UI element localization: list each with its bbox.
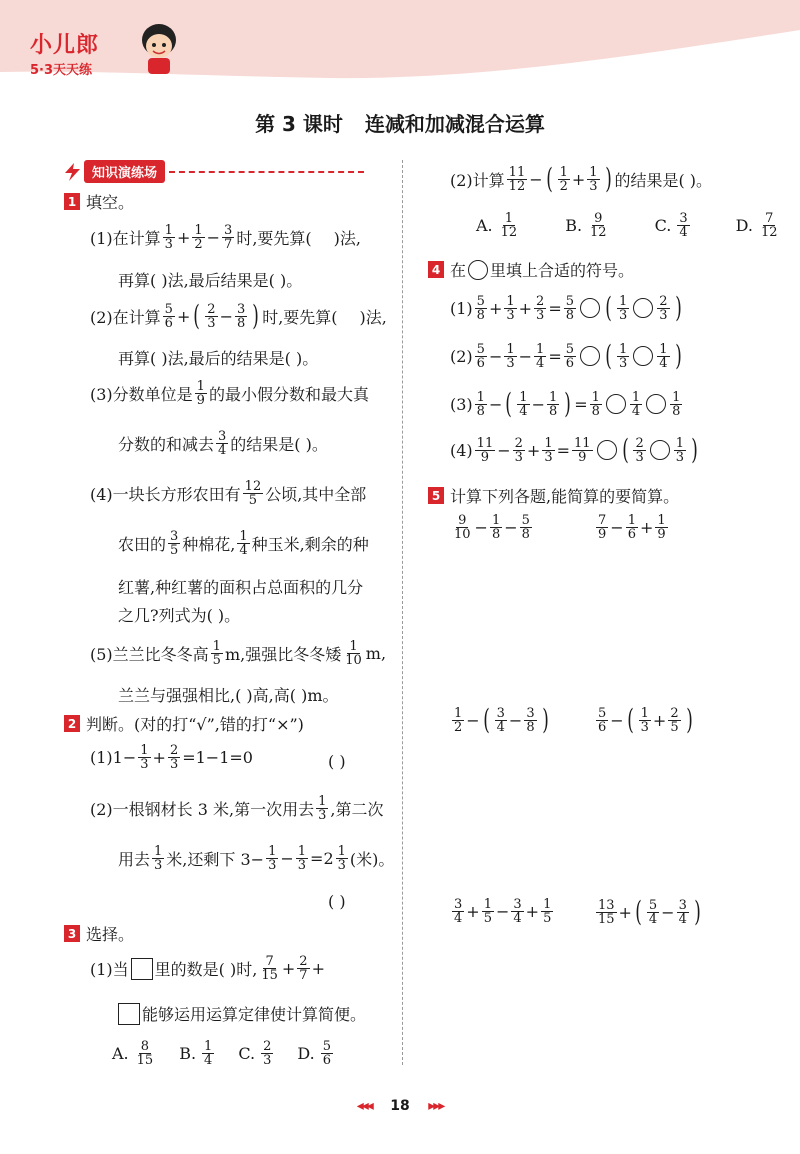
text: 公顷,其中全部 bbox=[265, 485, 367, 504]
fraction: $\frac{1}{4}$ bbox=[659, 341, 668, 371]
fraction: $\frac{1}{12}$ bbox=[500, 211, 518, 240]
section-label bbox=[62, 160, 364, 183]
fraction: $\frac{5}{8}$ bbox=[521, 513, 530, 542]
mascot-icon bbox=[138, 20, 180, 76]
fraction: $\frac{3}{8}$ bbox=[236, 301, 246, 331]
text: (1)当 bbox=[90, 960, 129, 979]
text: 分数的和减去 bbox=[118, 435, 215, 454]
text: =2 bbox=[310, 849, 334, 868]
text: (5)兰兰比冬冬高 bbox=[90, 645, 209, 664]
fraction: $\frac{1}{5}$ bbox=[212, 639, 221, 668]
lesson-number: 第 3 课时 bbox=[255, 112, 343, 136]
fraction: $\frac{3}{4}$ bbox=[679, 211, 688, 240]
fraction: $\frac{7}{12}$ bbox=[760, 211, 778, 240]
fraction: $\frac{5}{8}$ bbox=[565, 293, 575, 323]
q1-p3-line2 bbox=[118, 430, 328, 457]
fraction: $\frac{13}{15}$ bbox=[598, 897, 615, 927]
fraction: $\frac{1}{9}$ bbox=[657, 513, 666, 542]
q3-p1-line1 bbox=[90, 955, 325, 982]
q3-p2-options: A. $\frac{1}{12}$ B. $\frac{9}{12}$ C. $\frac{3}{4}$ D. $\frac{7}{12}$ bbox=[476, 211, 778, 240]
blank-circle bbox=[580, 298, 600, 318]
q1-p4-line4: 之几?列式为( )。 bbox=[118, 606, 241, 625]
fraction: $\frac{1}{2}$ bbox=[559, 164, 568, 194]
fraction: $\frac{5}{6}$ bbox=[164, 301, 173, 331]
text: 能够运用运算定律使计算简便。 bbox=[142, 1005, 367, 1024]
q2-number: 2 bbox=[64, 715, 80, 732]
fraction: $\frac{3}{5}$ bbox=[170, 529, 179, 558]
fraction: $\frac{5}{6}$ bbox=[598, 705, 607, 735]
blank-circle bbox=[650, 440, 670, 460]
section-label-text: 知识演练场 bbox=[84, 160, 165, 183]
text: )法, bbox=[333, 229, 362, 248]
fraction: $\frac{1}{8}$ bbox=[476, 389, 485, 419]
fraction: $\frac{2}{3}$ bbox=[263, 1039, 272, 1068]
fraction: $\frac{1}{3}$ bbox=[506, 293, 515, 323]
fraction: $\frac{5}{4}$ bbox=[648, 897, 658, 927]
q3-title-text: 选择。 bbox=[86, 925, 135, 944]
fraction: $\frac{5}{6}$ bbox=[322, 1039, 331, 1068]
q1-p5-line1 bbox=[90, 640, 386, 667]
blank-circle bbox=[468, 260, 488, 280]
fraction: $\frac{3}{8}$ bbox=[526, 705, 535, 735]
q5-expr-6: $\frac{13}{15}$ + ( $\frac{5}{4}$ − $\frac{3}{4}$ ) bbox=[598, 895, 701, 928]
fraction: $\frac{1}{4}$ bbox=[204, 1039, 213, 1068]
text: + bbox=[311, 959, 325, 978]
text: (米)。 bbox=[349, 850, 395, 869]
fraction: $\frac{1}{3}$ bbox=[164, 223, 173, 252]
q3-p1-options: A. $\frac{8}{15}$ B. $\frac{1}{4}$ C. $\frac{2}{3}$ D. $\frac{5}{6}$ bbox=[112, 1039, 331, 1068]
fraction: $\frac{1}{3}$ bbox=[544, 435, 553, 465]
fraction: $\frac{1}{10}$ bbox=[345, 639, 362, 668]
text: 米,还剩下 3− bbox=[166, 850, 265, 869]
prev-arrows-icon: ◂◂◂ bbox=[356, 1098, 372, 1114]
q4-p4: (4) $\frac{11}{9}$ − $\frac{2}{3}$ + $\frac{1}{3}$ = $\frac{11}{9}$ ( $\frac{2}{3}$ $\frac{1}{3}$ ) bbox=[450, 433, 698, 466]
section-divider bbox=[169, 171, 364, 173]
text: m,强强比冬冬矮 bbox=[224, 645, 342, 664]
q4-p2: (2) $\frac{5}{6}$ − $\frac{1}{3}$ − $\frac{1}{4}$ = $\frac{5}{6}$ ( $\frac{1}{3}$ $\frac{1}{4}$ ) bbox=[450, 339, 682, 372]
header-band bbox=[0, 0, 800, 95]
fraction: $\frac{1}{3}$ bbox=[618, 341, 628, 371]
fraction: $\frac{2}{3}$ bbox=[169, 743, 179, 772]
page-footer bbox=[0, 1098, 800, 1114]
blank-circle bbox=[597, 440, 617, 460]
fraction: $\frac{1}{2}$ bbox=[454, 705, 463, 735]
text: 种棉花, bbox=[182, 535, 236, 554]
q3-title bbox=[64, 922, 134, 945]
fraction: $\frac{1}{6}$ bbox=[627, 513, 636, 542]
blank-circle bbox=[633, 346, 653, 366]
q4-p1: (1) $\frac{5}{8}$ + $\frac{1}{3}$ + $\frac{2}{3}$ = $\frac{5}{8}$ ( $\frac{1}{3}$ $\frac{2}{3}$ ) bbox=[450, 291, 682, 324]
q2-title bbox=[64, 712, 304, 735]
text: (2)一根钢材长 3 米,第一次用去 bbox=[90, 800, 315, 819]
text: − bbox=[529, 169, 543, 189]
text: − bbox=[280, 849, 294, 868]
fraction: $\frac{1}{8}$ bbox=[591, 389, 600, 419]
page-number: 18 bbox=[390, 1098, 410, 1114]
q4-number: 4 bbox=[428, 261, 444, 278]
q1-p4-line1 bbox=[90, 480, 366, 507]
q5-expr-5: $\frac{3}{4}$ + $\frac{1}{5}$ − $\frac{3}{4}$ + $\frac{1}{5}$ bbox=[454, 897, 552, 926]
q1-p4-line2 bbox=[118, 530, 369, 557]
text: 的最小假分数和最大真 bbox=[208, 385, 369, 404]
q5-number: 5 bbox=[428, 487, 444, 504]
text: 时,要先算( bbox=[262, 307, 338, 327]
q1-p2-line2: 再算( )法,最后的结果是( )。 bbox=[118, 349, 319, 368]
q5-title-text: 计算下列各题,能简算的要简算。 bbox=[450, 487, 680, 506]
text: + bbox=[281, 959, 296, 978]
fraction: $\frac{9}{12}$ bbox=[590, 211, 607, 240]
q1-p5-line2: 兰兰与强强相比,( )高,高( )m。 bbox=[118, 686, 339, 705]
fraction: $\frac{11}{12}$ bbox=[508, 164, 526, 194]
fraction: $\frac{1}{5}$ bbox=[543, 897, 552, 926]
q2-p2-line2 bbox=[118, 845, 394, 872]
q2-p1-mark: ( ) bbox=[328, 752, 346, 771]
fraction: $\frac{3}{4}$ bbox=[678, 897, 687, 927]
text: + bbox=[176, 228, 191, 247]
fraction: $\frac{12}{5}$ bbox=[244, 479, 262, 508]
fraction: $\frac{9}{10}$ bbox=[454, 513, 471, 542]
q1-title bbox=[64, 190, 134, 213]
q1-p1-line2: 再算( )法,最后结果是( )。 bbox=[118, 271, 303, 290]
fraction: $\frac{1}{4}$ bbox=[519, 389, 528, 419]
fraction: $\frac{1}{3}$ bbox=[154, 844, 163, 873]
fraction: $\frac{1}{8}$ bbox=[491, 513, 501, 542]
fraction: $\frac{1}{8}$ bbox=[548, 389, 558, 419]
fraction: $\frac{11}{9}$ bbox=[476, 435, 494, 465]
fraction: $\frac{3}{4}$ bbox=[218, 429, 227, 458]
brand-logo bbox=[30, 28, 99, 78]
q5-expr-1: $\frac{9}{10}$ − $\frac{1}{8}$ − $\frac{5}{8}$ bbox=[454, 513, 530, 542]
fraction: $\frac{3}{4}$ bbox=[513, 897, 522, 926]
q5-expr-4: $\frac{5}{6}$ − ( $\frac{1}{3}$ + $\frac{2}{5}$ ) bbox=[598, 703, 693, 736]
text: ,第二次 bbox=[330, 800, 384, 819]
fraction: $\frac{5}{6}$ bbox=[476, 341, 485, 371]
text: (4)一块长方形农田有 bbox=[90, 485, 241, 504]
q2-p2-line1 bbox=[90, 795, 383, 822]
fraction: $\frac{5}{8}$ bbox=[476, 293, 485, 323]
page-title bbox=[0, 108, 800, 137]
blank-circle bbox=[633, 298, 653, 318]
fraction: $\frac{2}{5}$ bbox=[670, 705, 679, 735]
q1-number: 1 bbox=[64, 193, 80, 210]
fraction: $\frac{1}{4}$ bbox=[239, 529, 248, 558]
fraction: $\frac{2}{3}$ bbox=[635, 435, 644, 465]
text: (2)计算 bbox=[450, 170, 505, 190]
text: 农田的 bbox=[118, 535, 167, 554]
q4-title: 4 在 里填上合适的符号。 bbox=[428, 258, 634, 281]
q5-expr-3: $\frac{1}{2}$ − ( $\frac{3}{4}$ − $\frac{3}{8}$ ) bbox=[454, 703, 549, 736]
text: 时,要先算( bbox=[236, 229, 312, 248]
blank-box bbox=[118, 1003, 140, 1025]
text: (2)在计算 bbox=[90, 307, 161, 327]
q3-number: 3 bbox=[64, 925, 80, 942]
q1-title-text: 填空。 bbox=[86, 193, 135, 212]
fraction: $\frac{2}{3}$ bbox=[207, 301, 216, 331]
next-arrows-icon: ▸▸▸ bbox=[428, 1098, 444, 1114]
fraction: $\frac{1}{3}$ bbox=[506, 341, 515, 371]
fraction: $\frac{7}{9}$ bbox=[598, 513, 607, 542]
text: (1)在计算 bbox=[90, 229, 161, 248]
fraction: $\frac{1}{4}$ bbox=[536, 341, 545, 371]
fraction: $\frac{5}{6}$ bbox=[565, 341, 575, 371]
q5-expr-2: $\frac{7}{9}$ − $\frac{1}{6}$ + $\frac{1}{9}$ bbox=[598, 513, 666, 542]
text: 的结果是( )。 bbox=[230, 435, 328, 454]
fraction: $\frac{3}{4}$ bbox=[496, 705, 505, 735]
text: 里的数是( )时, bbox=[154, 960, 258, 979]
fraction: $\frac{1}{3}$ bbox=[140, 743, 149, 772]
text: 种玉米,剩余的种 bbox=[251, 535, 369, 554]
fraction: $\frac{1}{3}$ bbox=[640, 705, 649, 735]
fraction: $\frac{11}{9}$ bbox=[574, 435, 591, 465]
brand-bottom: 5·3天天练 bbox=[30, 63, 93, 78]
blank-circle bbox=[580, 346, 600, 366]
blank-box bbox=[131, 958, 153, 980]
fraction: $\frac{3}{4}$ bbox=[454, 897, 463, 926]
text: 用去 bbox=[118, 850, 151, 869]
fraction: $\frac{1}{5}$ bbox=[483, 897, 492, 926]
q2-p2-mark: ( ) bbox=[328, 892, 346, 911]
fraction: $\frac{7}{15}$ bbox=[261, 954, 278, 983]
text: m, bbox=[365, 644, 387, 663]
text: − bbox=[206, 228, 221, 247]
blank-circle bbox=[646, 394, 666, 414]
lesson-title: 连减和加减混合运算 bbox=[364, 112, 545, 136]
fraction: $\frac{1}{3}$ bbox=[318, 794, 327, 823]
text: 的结果是( )。 bbox=[614, 170, 713, 190]
q1-p4-line3: 红薯,种红薯的面积占总面积的几分 bbox=[118, 578, 364, 597]
fraction: $\frac{1}{3}$ bbox=[268, 844, 277, 873]
fraction: $\frac{2}{3}$ bbox=[514, 435, 523, 465]
fraction: $\frac{1}{4}$ bbox=[631, 389, 641, 419]
q1-p3-line1 bbox=[90, 380, 369, 407]
fraction: $\frac{2}{7}$ bbox=[299, 954, 308, 983]
q2-p1 bbox=[90, 744, 253, 771]
fraction: $\frac{2}{3}$ bbox=[536, 293, 545, 323]
q4-p3: (3) $\frac{1}{8}$ − ( $\frac{1}{4}$ − $\frac{1}{8}$ ) = $\frac{1}{8}$ $\frac{1}{4}$ $\frac{1}{8}$ bbox=[450, 387, 681, 420]
text: + bbox=[571, 169, 586, 189]
q3-p1-line2 bbox=[116, 1002, 366, 1025]
q1-p2-line1: (2)在计算 $\frac{5}{6}$ + ( $\frac{2}{3}$ − $\frac{3}{8}$ ) 时,要先算( )法, bbox=[90, 299, 387, 332]
fraction: $\frac{1}{3}$ bbox=[337, 844, 346, 873]
lightning-icon bbox=[62, 162, 84, 182]
blank-circle bbox=[606, 394, 626, 414]
q1-p1-line1 bbox=[90, 224, 361, 251]
text: )法, bbox=[359, 307, 387, 327]
fraction: $\frac{8}{15}$ bbox=[136, 1039, 154, 1068]
text: + bbox=[152, 748, 166, 767]
fraction: $\frac{3}{7}$ bbox=[224, 223, 233, 252]
q3-p2: (2)计算 $\frac{11}{12}$ − ( $\frac{1}{2}$ + $\frac{1}{3}$ ) 的结果是( )。 bbox=[450, 162, 713, 195]
fraction: $\frac{1}{3}$ bbox=[618, 293, 628, 323]
fraction: $\frac{1}{9}$ bbox=[196, 379, 205, 408]
text: (3)分数单位是 bbox=[90, 385, 193, 404]
q5-title bbox=[428, 484, 679, 507]
column-divider bbox=[402, 160, 403, 1065]
brand-top: 小儿郎 bbox=[30, 33, 100, 58]
fraction: $\frac{2}{3}$ bbox=[659, 293, 668, 323]
fraction: $\frac{1}{3}$ bbox=[297, 844, 307, 873]
text: + bbox=[176, 306, 191, 326]
fraction: $\frac{1}{3}$ bbox=[589, 164, 598, 194]
fraction: $\frac{1}{3}$ bbox=[675, 435, 685, 465]
q2-title-text: 判断。(对的打“√”,错的打“×”) bbox=[86, 715, 304, 734]
fraction: $\frac{1}{2}$ bbox=[194, 223, 203, 252]
text: (1)1− bbox=[90, 748, 137, 767]
fraction: $\frac{1}{8}$ bbox=[672, 389, 681, 419]
text: − bbox=[219, 306, 233, 326]
text: =1−1=0 bbox=[182, 748, 253, 767]
